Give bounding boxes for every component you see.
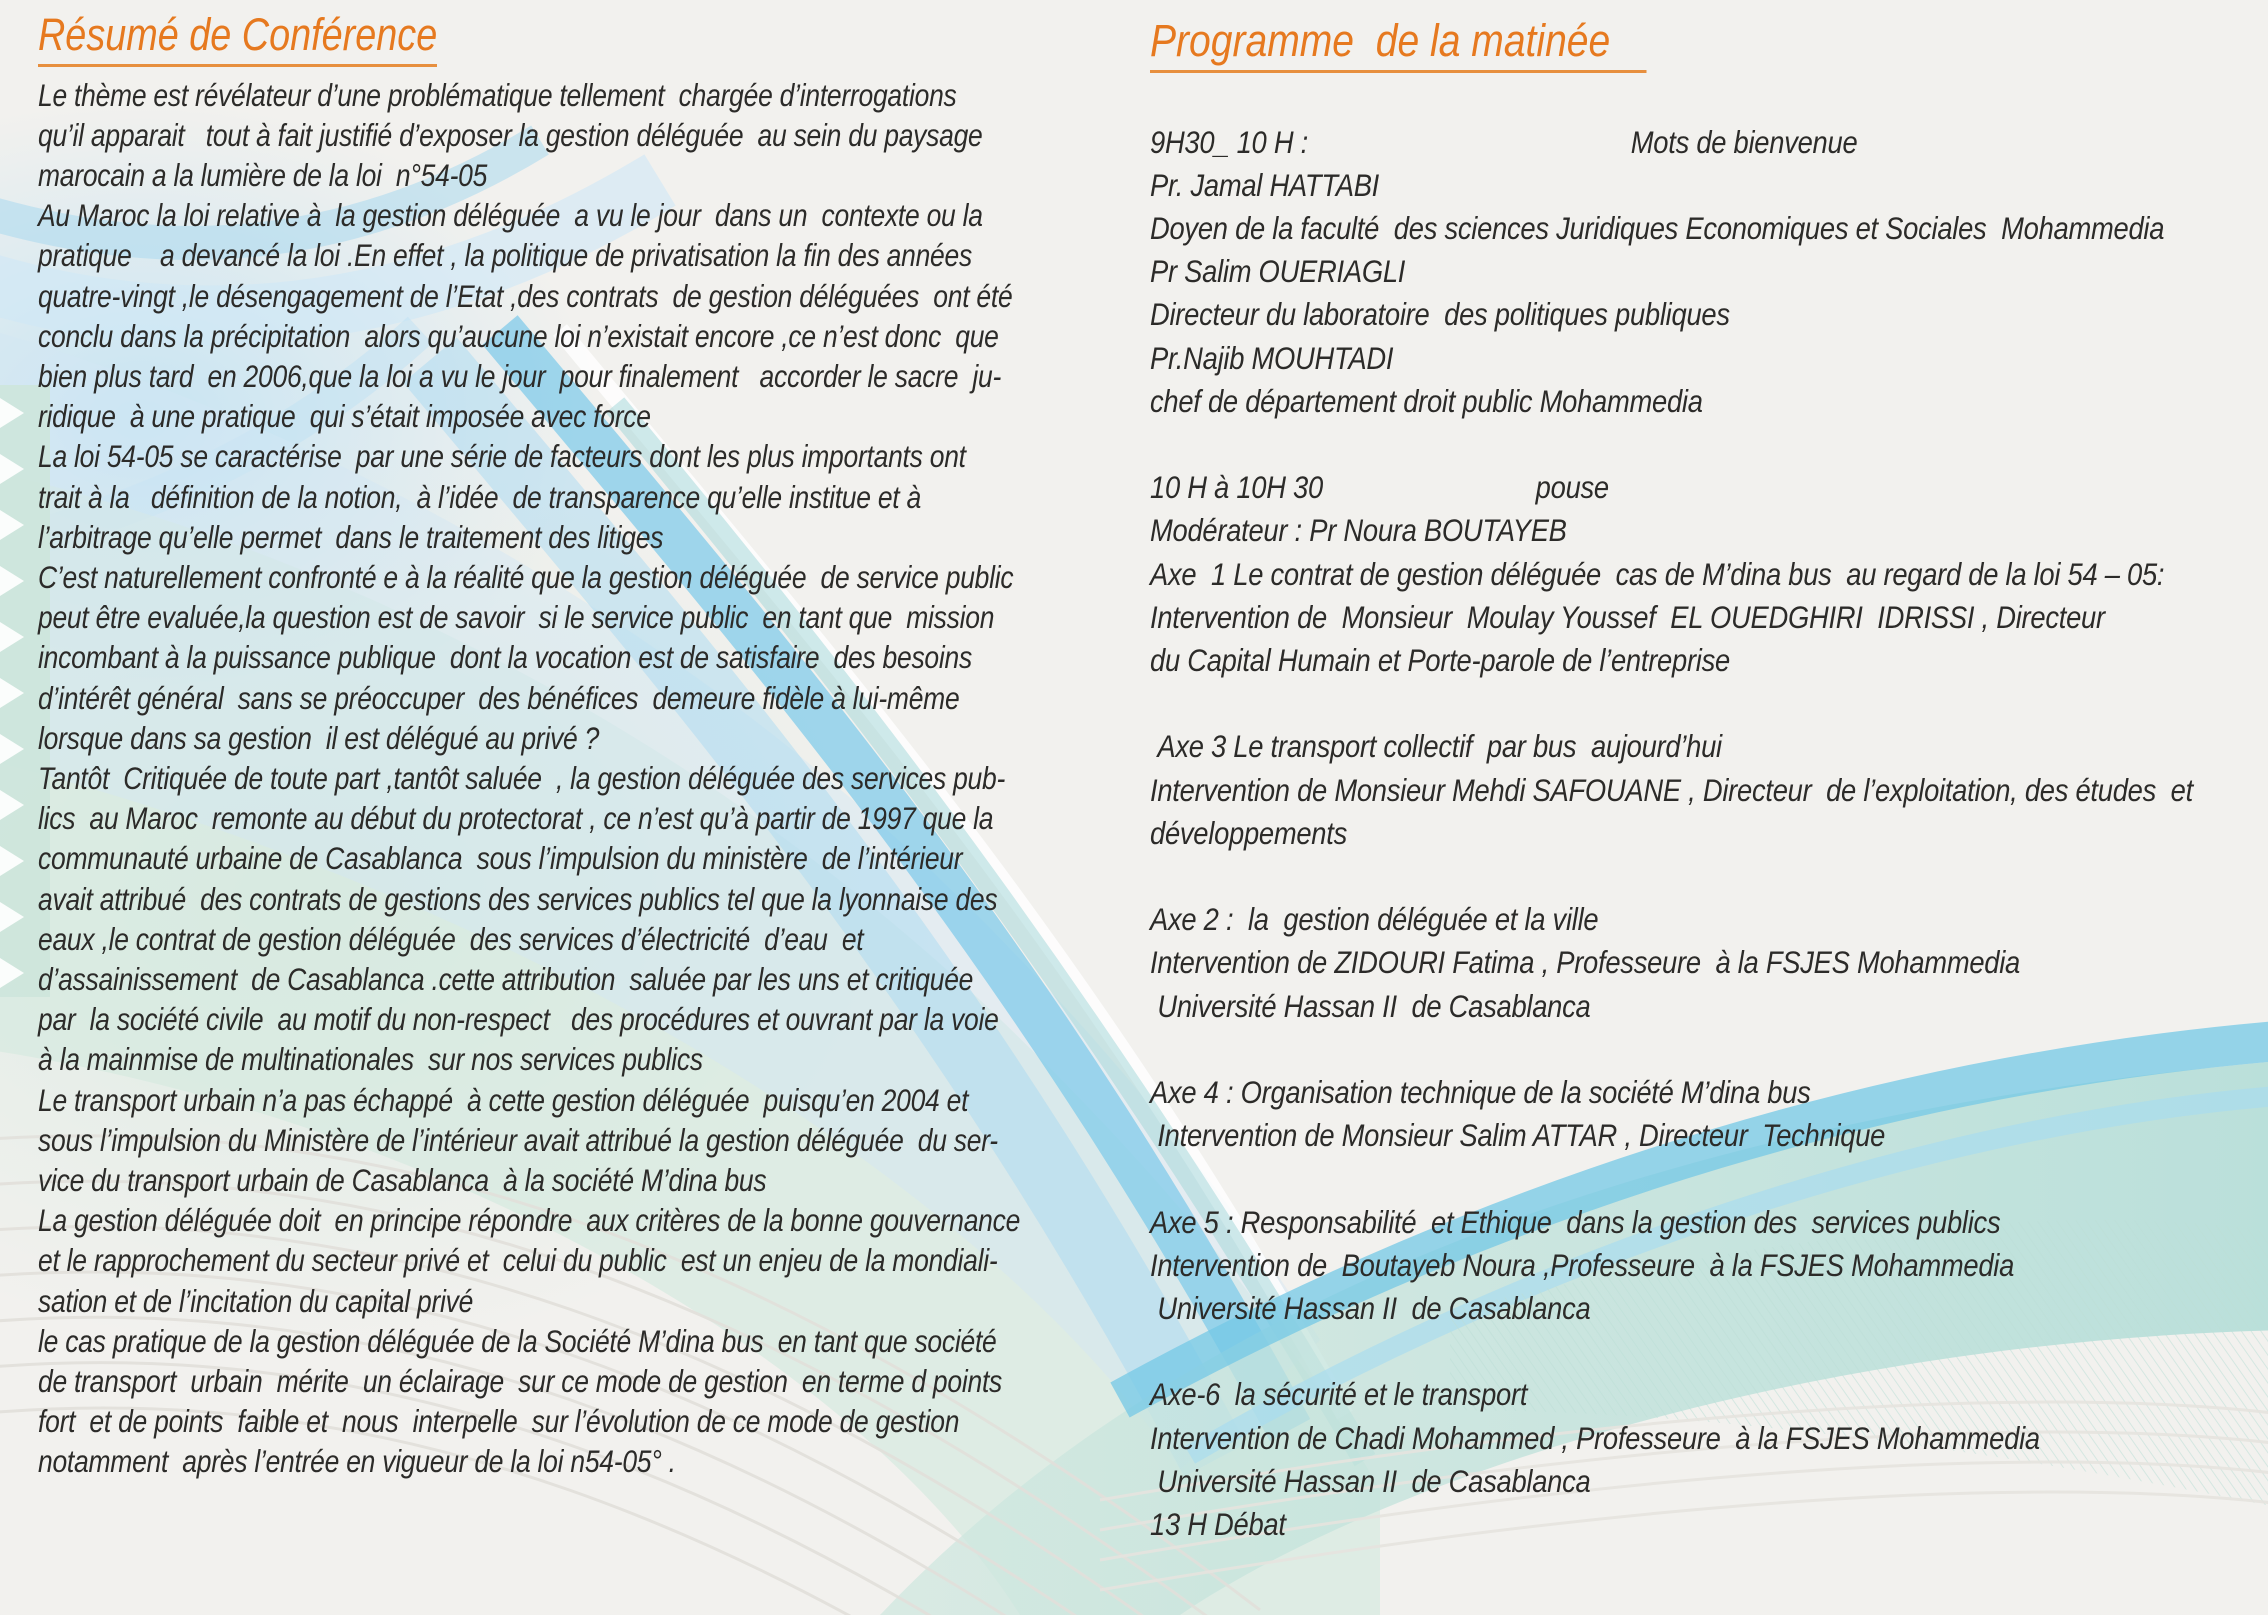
- text-line: qu’il apparait tout à fait justifié d’exposer la gestion déléguée au sein du paysage: [38, 116, 983, 153]
- text-line: Université Hassan II de Casablanca: [1150, 1462, 1591, 1499]
- text-line: [1150, 855, 2268, 898]
- text-line: avait attribué des contrats de gestions des services publics tel que la lyonnaise des: [38, 880, 998, 917]
- text-line: de transport urbain mérite un éclairage sur ce mode de gestion en terme d points: [38, 1363, 1003, 1399]
- text-line: ridique à une pratique qui s’était imposée avec force: [38, 398, 651, 435]
- programme-column: [1150, 16, 2268, 1546]
- text-line: conclu dans la précipitation alors qu’aucune loi n’existait encore ,ce n’est donc que: [38, 317, 999, 354]
- text-line: Tantôt Critiquée de toute part ,tantôt saluée , la gestion déléguée des services pub-: [38, 759, 1006, 796]
- resume-column: [38, 10, 1338, 1482]
- programme-text: [1150, 121, 2268, 1547]
- text-line: incombant à la puissance publique dont la vocation est de satisfaire des besoins: [38, 639, 972, 676]
- text-line: [1150, 1028, 2268, 1071]
- text-line: sation et de l’incitation du capital privé: [38, 1282, 474, 1319]
- text-line: à la mainmise de multinationales sur nos services publics: [38, 1041, 703, 1078]
- text-line: eaux ,le contrat de gestion déléguée des services d’électricité d’eau et: [38, 920, 864, 957]
- text-line: sous l’impulsion du Ministère de l’intérieur avait attribué la gestion déléguée du ser-: [38, 1121, 998, 1158]
- text-line: pratique a devancé la loi .En effet , la politique de privatisation la fin des années: [38, 237, 972, 274]
- text-line: du Capital Humain et Porte-parole de l’entreprise: [1150, 641, 1730, 678]
- text-line: Axe 1 Le contrat de gestion déléguée cas de M’dina bus au regard de la loi 54 – 05:: [1150, 555, 2165, 592]
- text-line: 9H30_ 10 H : Mots de bienvenue: [1150, 123, 1858, 160]
- resume-text: [38, 75, 1130, 1482]
- text-line: Le transport urbain n’a pas échappé à cette gestion déléguée puisqu’en 2004 et: [38, 1081, 969, 1118]
- text-line: Modérateur : Pr Noura BOUTAYEB: [1150, 512, 1567, 549]
- text-line: La gestion déléguée doit en principe répondre aux critères de la bonne gouvernance: [38, 1202, 1021, 1239]
- text-line: [1150, 682, 2268, 725]
- text-line: développements: [1150, 814, 1348, 851]
- text-line: Intervention de ZIDOURI Fatima , Professeure à la FSJES Mohammedia: [1150, 944, 2021, 981]
- text-line: Intervention de Monsieur Moulay Youssef EL OUEDGHIRI IDRISSI , Directeur: [1150, 598, 2105, 635]
- text-line: chef de département droit public Mohammedia: [1150, 382, 1703, 419]
- text-line: [1150, 1330, 2268, 1373]
- text-line: bien plus tard en 2006,que la loi a vu le jour pour finalement accorder le sacre ju-: [38, 357, 1002, 394]
- text-line: communauté urbaine de Casablanca sous l’impulsion du ministère de l’intérieur: [38, 840, 963, 877]
- text-line: notamment après l’entrée en vigueur de la loi n54-05° .: [38, 1443, 676, 1480]
- text-line: Pr.Najib MOUHTADI: [1150, 339, 1394, 376]
- resume-title: Résumé de Conférence: [38, 10, 437, 67]
- text-line: [1150, 1157, 2268, 1200]
- text-line: Directeur du laboratoire des politiques publiques: [1150, 296, 1730, 333]
- text-line: vice du transport urbain de Casablanca à la société M’dina bus: [38, 1161, 767, 1198]
- text-line: Au Maroc la loi relative à la gestion déléguée a vu le jour dans un contexte ou la: [38, 197, 983, 234]
- text-line: Université Hassan II de Casablanca: [1150, 1289, 1591, 1326]
- text-line: Axe 5 : Responsabilité et Ethique dans la gestion des services publics: [1150, 1203, 2001, 1240]
- text-line: Axe 4 : Organisation technique de la société M’dina bus: [1150, 1073, 1811, 1110]
- text-line: Pr. Jamal HATTABI: [1150, 166, 1380, 203]
- text-line: Axe 2 : la gestion déléguée et la ville: [1150, 901, 1599, 938]
- text-line: Axe-6 la sécurité et le transport: [1150, 1376, 1528, 1413]
- text-line: lorsque dans sa gestion il est délégué au privé ?: [38, 719, 600, 756]
- text-line: Axe 3 Le transport collectif par bus aujourd’hui: [1150, 728, 1722, 765]
- text-line: La loi 54-05 se caractérise par une série de facteurs dont les plus importants ont: [38, 438, 966, 475]
- text-line: par la société civile au motif du non-respect des procédures et ouvrant par la voie: [38, 1001, 999, 1038]
- text-line: Pr Salim OUERIAGLI: [1150, 253, 1406, 290]
- text-line: Université Hassan II de Casablanca: [1150, 987, 1591, 1024]
- text-line: l’arbitrage qu’elle permet dans le traitement des litiges: [38, 518, 664, 555]
- text-line: 10 H à 10H 30 pouse: [1150, 469, 1609, 506]
- text-line: Le thème est révélateur d’une problématique tellement chargée d’interrogations: [38, 76, 957, 113]
- text-line: Doyen de la faculté des sciences Juridiques Economiques et Sociales Mohammedia: [1150, 209, 2165, 246]
- text-line: C’est naturellement confronté e à la réalité que la gestion déléguée de service public: [38, 558, 1014, 595]
- text-line: d’assainissement de Casablanca .cette attribution saluée par les uns et critiquée: [38, 960, 974, 997]
- text-line: trait à la définition de la notion, à l’idée de transparence qu’elle institue et à: [38, 478, 921, 515]
- text-line: 13 H Débat: [1150, 1505, 1286, 1542]
- text-line: lics au Maroc remonte au début du protectorat , ce n’est qu’à partir de 1997 que la: [38, 800, 994, 837]
- text-line: quatre-vingt ,le désengagement de l’Etat ,des contrats de gestion déléguées ont été: [38, 277, 1013, 314]
- text-line: [1150, 423, 2268, 466]
- text-line: fort et de points faible et nous interpelle sur l’évolution de ce mode de gestion: [38, 1403, 960, 1440]
- programme-title: Programme de la matinée: [1150, 16, 1647, 73]
- text-line: Intervention de Monsieur Salim ATTAR , Directeur Technique: [1150, 1117, 1886, 1154]
- text-line: le cas pratique de la gestion déléguée de la Société M’dina bus en tant que société: [38, 1322, 997, 1359]
- text-line: peut être evaluée,la question est de savoir si le service public en tant que mission: [38, 599, 995, 636]
- text-line: marocain a la lumière de la loi n°54-05: [38, 156, 488, 193]
- text-line: Intervention de Monsieur Mehdi SAFOUANE , Directeur de l’exploitation, des études et: [1150, 771, 2193, 808]
- text-line: et le rapprochement du secteur privé et celui du public est un enjeu de la mondiali-: [38, 1242, 998, 1279]
- text-line: Intervention de Boutayeb Noura ,Professeure à la FSJES Mohammedia: [1150, 1246, 2015, 1283]
- text-line: Intervention de Chadi Mohammed , Professeure à la FSJES Mohammedia: [1150, 1419, 2040, 1456]
- text-line: d’intérêt général sans se préoccuper des bénéfices demeure fidèle à lui-même: [38, 679, 960, 716]
